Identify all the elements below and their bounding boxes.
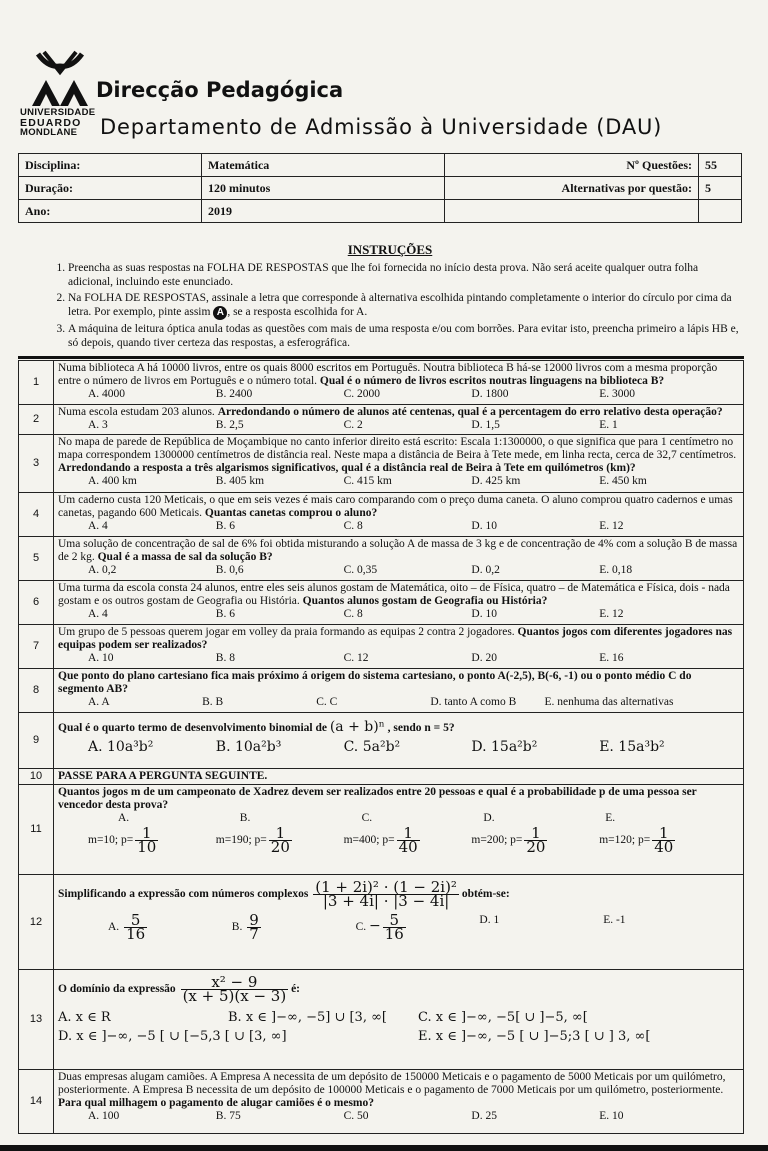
options-row — [58, 1110, 739, 1123]
question-number: 4 — [19, 493, 54, 537]
option: A. 100 — [88, 1110, 120, 1122]
duracao-label: Duração: — [19, 177, 202, 200]
question-row — [19, 493, 744, 537]
alternativas-label: Alternativas por questão: — [445, 177, 699, 200]
question-row — [19, 581, 744, 625]
options-row — [58, 652, 739, 665]
option: C. 5a²b² — [343, 739, 401, 755]
option: A. 4 — [88, 608, 108, 620]
n-questoes-value: 55 — [699, 154, 742, 177]
question-number: 13 — [19, 970, 54, 1070]
section-divider — [18, 356, 744, 359]
option: C. 12 — [343, 652, 369, 664]
option: D. x ∈ ]−∞, −5 [ ∪ [−5,3 [ ∪ [3, ∞] — [58, 1029, 287, 1044]
question-cell — [54, 493, 744, 537]
instructions-heading: INSTRUÇÕES — [347, 242, 433, 257]
question-prompt: Simplificando a expressão com números complexos — [58, 888, 309, 901]
question-cell — [54, 537, 744, 581]
option: D. 10 — [471, 520, 497, 532]
option: C. 0,35 — [343, 564, 378, 576]
question-row — [19, 537, 744, 581]
ano-label: Ano: — [19, 200, 202, 223]
question-text: Um grupo de 5 pessoas querem jogar em volley da praia formando as equipas 2 contra 2 jogadores. — [58, 626, 515, 638]
question-prompt: Qual é o quarto termo de desenvolvimento binomial de — [58, 722, 327, 734]
option: E. 15a³b² — [599, 739, 665, 755]
option: E. 0,18 — [599, 564, 633, 576]
option: D. 20 — [471, 652, 497, 664]
question-cell — [54, 625, 744, 669]
empty-cell — [699, 200, 742, 223]
option: E. -1 — [603, 914, 626, 926]
domain-expression: $\frac{\text{x² − 9}}{(x + 5)(x - 3)}$ — [182, 973, 287, 1005]
exam-info-table — [18, 153, 742, 223]
options-row — [58, 564, 739, 577]
option: B. 10a²b³ — [215, 739, 282, 755]
question-row — [19, 625, 744, 669]
question-text: Uma solução de concentração de sal de 6% foi obtida misturando a solução A de massa de 3 kg e de concentração de 4% com a solução B de massa de 2 kg. — [58, 538, 738, 563]
question-prompt: Arredondando a resposta a três algarismos significativos, qual é a distância real de Beira à Tete em quilómetros (km)? — [58, 462, 636, 474]
option: C. − $\frac{5}{16}$ — [355, 911, 404, 943]
option: D. 1,5 — [471, 419, 500, 431]
option: m=400; p= $\frac{1}{40}$ — [343, 824, 418, 856]
option: E. 12 — [599, 520, 624, 532]
options-row — [58, 824, 739, 856]
binomial-expression: (a + b)ⁿ — [329, 719, 385, 735]
option: m=120; p= $\frac{1}{40}$ — [599, 824, 674, 856]
question-prompt: Qual é o número de livros escritos noutras linguagens na biblioteca B? — [319, 375, 665, 387]
option: D. 425 km — [471, 475, 521, 487]
option: C. C — [316, 696, 338, 708]
option: D. 1800 — [471, 388, 509, 400]
option: B. 2,5 — [215, 419, 244, 431]
option: m=10; p= $\frac{1}{10}$ — [88, 824, 157, 856]
page-title: Direcção Pedagógica — [96, 78, 344, 102]
uem-emblem-icon — [30, 50, 90, 108]
option: E. 16 — [599, 652, 624, 664]
question-number: 9 — [19, 713, 54, 769]
question-prompt-end: é: — [291, 983, 300, 996]
option: A. A — [88, 696, 110, 708]
options-row — [58, 1030, 739, 1043]
option: B. 75 — [215, 1110, 241, 1122]
option-letter: D. — [483, 812, 495, 824]
question-cell — [54, 669, 744, 713]
question-prompt: Arredondando o número de alunos até centenas, qual é a percentagem do erro relativo desta operação? — [217, 406, 723, 418]
page-subtitle: Departamento de Admissão à Universidade (DAU) — [100, 115, 663, 139]
question-row — [19, 785, 744, 875]
option: D. 10 — [471, 608, 497, 620]
question-number: 5 — [19, 537, 54, 581]
options-row — [58, 696, 739, 709]
question-prompt: Que ponto do plano cartesiano fica mais próximo á origem do sistema cartesiano, o ponto A(-2,5), B(-6, -1) ou o ponto médio C do segmento AB? — [58, 670, 692, 695]
option: C. 50 — [343, 1110, 369, 1122]
options-row — [58, 911, 739, 943]
question-text: Numa biblioteca A há 10000 livros, entre os quais 8000 escritos em Português. Noutra biblioteca B há-se 12000 livros com a mesma proporção entre o número de livros em Português e o número total. — [58, 362, 718, 387]
option: E. nenhuma das alternativas — [544, 696, 674, 708]
option: C. 8 — [343, 520, 363, 532]
option: B. $\frac{9}{7}$ — [231, 911, 259, 943]
question-text: Numa escola estudam 203 alunos. — [58, 406, 215, 418]
question-prompt: Para qual milhagem o pagamento de alugar camiões é o mesmo? — [58, 1097, 375, 1109]
question-number: 10 — [19, 769, 54, 785]
option: A. x ∈ R — [58, 1010, 111, 1025]
question-row — [19, 669, 744, 713]
question-row — [19, 1070, 744, 1134]
option: E. 450 km — [599, 475, 647, 487]
option: E. 1 — [599, 419, 618, 431]
question-number: 11 — [19, 785, 54, 875]
question-cell — [54, 581, 744, 625]
question-number: 2 — [19, 405, 54, 435]
option: D. 1 — [479, 914, 500, 926]
option: B. 6 — [215, 608, 235, 620]
question-prompt: PASSE PARA A PERGUNTA SEGUINTE. — [58, 770, 268, 782]
question-row — [19, 435, 744, 493]
options-row — [58, 520, 739, 533]
question-cell — [54, 405, 744, 435]
option: E. 3000 — [599, 388, 635, 400]
option: A. 4 — [88, 520, 108, 532]
option-letter: C. — [361, 812, 373, 824]
option: A. 0,2 — [88, 564, 117, 576]
option: A. $\frac{5}{16}$ — [108, 911, 146, 943]
option: A. 10a³b² — [88, 739, 154, 755]
option: B. x ∈ ]−∞, −5] ∪ [3, ∞[ — [228, 1010, 387, 1025]
question-prompt: Quantos jogos m de um campeonato de Xadrez devem ser realizados entre 20 pessoas e qual é a probabilidade p de uma pessoa ser vencedor desta prova? — [58, 786, 697, 811]
option: B. 8 — [215, 652, 235, 664]
question-number: 14 — [19, 1070, 54, 1134]
question-number: 7 — [19, 625, 54, 669]
question-number: 3 — [19, 435, 54, 493]
option-letter: E. — [605, 812, 616, 824]
option: A. 10 — [88, 652, 114, 664]
question-prompt: Quantas canetas comprou o aluno? — [204, 507, 378, 519]
question-text: Um caderno custa 120 Meticais, o que em seis vezes é mais caro comparando com o preço duma caneta. O aluno comprou quatro cadernos e umas canetas, pagando 600 Meticais. — [58, 494, 733, 519]
option: C. x ∈ ]−∞, −5[ ∪ ]−5, ∞[ — [418, 1010, 588, 1025]
options-row — [58, 388, 739, 401]
question-row — [19, 970, 744, 1070]
question-cell — [54, 785, 744, 875]
question-cell — [54, 361, 744, 405]
complex-expression: $\frac{\text{(1 + 2i)² · (1 − 2i)²}}{|3 + 4i| \cdot |3 - 4i|}$ — [315, 878, 457, 910]
question-prompt: Quantos jogos com diferentes jogadores nas equipas podem ser realizados? — [58, 626, 733, 651]
option: E. 10 — [599, 1110, 624, 1122]
question-prompt: Qual é a massa de sal da solução B? — [97, 551, 273, 563]
option: C. 2 — [343, 419, 363, 431]
empty-cell — [445, 200, 699, 223]
disciplina-label: Disciplina: — [19, 154, 202, 177]
options-row — [58, 475, 739, 488]
question-number: 12 — [19, 875, 54, 970]
option: B. 2400 — [215, 388, 253, 400]
instructions — [40, 243, 740, 352]
instruction-item: 1. Preencha as suas respostas na FOLHA DE RESPOSTAS que lhe foi fornecida no início desta prova. Não será aceite qualquer outra folha adicional, incluindo este enunciado. — [68, 261, 740, 289]
option: m=190; p= $\frac{1}{20}$ — [215, 824, 290, 856]
option: D. 0,2 — [471, 564, 500, 576]
option: B. 405 km — [215, 475, 265, 487]
option: D. tanto A como B — [430, 696, 517, 708]
question-row — [19, 875, 744, 970]
question-prompt: Quantos alunos gostam de Geografia ou História? — [302, 595, 548, 607]
option-letter: A. — [118, 812, 130, 824]
option-letter: B. — [239, 812, 251, 824]
option: E. 12 — [599, 608, 624, 620]
options-row — [58, 1011, 739, 1024]
question-row — [19, 713, 744, 769]
duracao-value: 120 minutos — [202, 177, 445, 200]
option: D. 25 — [471, 1110, 497, 1122]
question-prompt-end: obtém-se: — [461, 888, 510, 901]
instruction-item: 2. Na FOLHA DE RESPOSTAS, assinale a letra que corresponde à alternativa escolhida pintando completamente o interior do círculo por cima da letra. Por exemplo, pinte assim A , se a resposta escolhida for A. — [68, 291, 740, 320]
page-edge — [0, 1145, 768, 1151]
alternativas-value: 5 — [699, 177, 742, 200]
option: A. 4000 — [88, 388, 126, 400]
question-cell — [54, 769, 744, 785]
question-text: Duas empresas alugam camiões. A Empresa A necessita de um depósito de 150000 Meticais e o pagamento de 5000 Meticais por um quilómetro, posteriormente. A Empresa B necessita de um depósito de 100000 Meticais e o pagamento de 7000 Meticais por um quilómetro, posteriormente. — [58, 1071, 726, 1096]
university-name: UNIVERSIDADE EDUARDO MONDLANE — [20, 107, 96, 138]
question-cell — [54, 1070, 744, 1134]
question-cell — [54, 970, 744, 1070]
question-number: 1 — [19, 361, 54, 405]
disciplina-value: Matemática — [202, 154, 445, 177]
question-cell — [54, 713, 744, 769]
question-row — [19, 769, 744, 785]
option: B. 0,6 — [215, 564, 244, 576]
option-letters-row — [58, 812, 739, 825]
options-row — [58, 741, 739, 754]
question-prompt-end: , sendo n = 5? — [387, 722, 455, 734]
option: B. B — [202, 696, 224, 708]
n-questoes-label: Nº Questões: — [445, 154, 699, 177]
option: C. 2000 — [343, 388, 381, 400]
options-row — [58, 608, 739, 621]
question-number: 8 — [19, 669, 54, 713]
question-number: 6 — [19, 581, 54, 625]
option: A. 400 km — [88, 475, 137, 487]
ano-value: 2019 — [202, 200, 445, 223]
questions-table — [18, 360, 744, 1134]
question-text: Uma turma da escola consta 24 alunos, entre eles seis alunos gostam de Matemática, oito – de Física, quatro – de Matemática e Física, dois - nada gostam e os outros gostam de Geografia ou História. — [58, 582, 730, 607]
option: C. 8 — [343, 608, 363, 620]
filled-bubble-icon: A — [213, 306, 227, 320]
option: B. 6 — [215, 520, 235, 532]
question-cell — [54, 875, 744, 970]
question-cell — [54, 435, 744, 493]
option: D. 15a²b² — [471, 739, 538, 755]
options-row — [58, 419, 739, 432]
question-row — [19, 361, 744, 405]
instruction-item: 3. A máquina de leitura óptica anula todas as questões com mais de uma resposta e/ou com borrões. Para evitar isto, preencha primeiro a lápis HB e, só depois, quando tiver certeza das respostas, a esferográfica. — [68, 322, 740, 350]
question-prompt: O domínio da expressão — [58, 983, 176, 996]
option: m=200; p= $\frac{1}{20}$ — [471, 824, 546, 856]
question-row — [19, 405, 744, 435]
option: A. 3 — [88, 419, 108, 431]
question-text: No mapa de parede de República de Moçambique no canto inferior direito está escrito: Escala 1:1300000, o que significa que para 1 centímetro no mapa correspondem 1300000 centímetros de distância real. Neste mapa a distância de Beira à Tete mede, em linha recta, cerca de 32,7 centímetros. — [58, 436, 737, 461]
option: E. x ∈ ]−∞, −5 [ ∪ ]−5;3 [ ∪ ] 3, ∞[ — [418, 1029, 651, 1044]
option: C. 415 km — [343, 475, 392, 487]
